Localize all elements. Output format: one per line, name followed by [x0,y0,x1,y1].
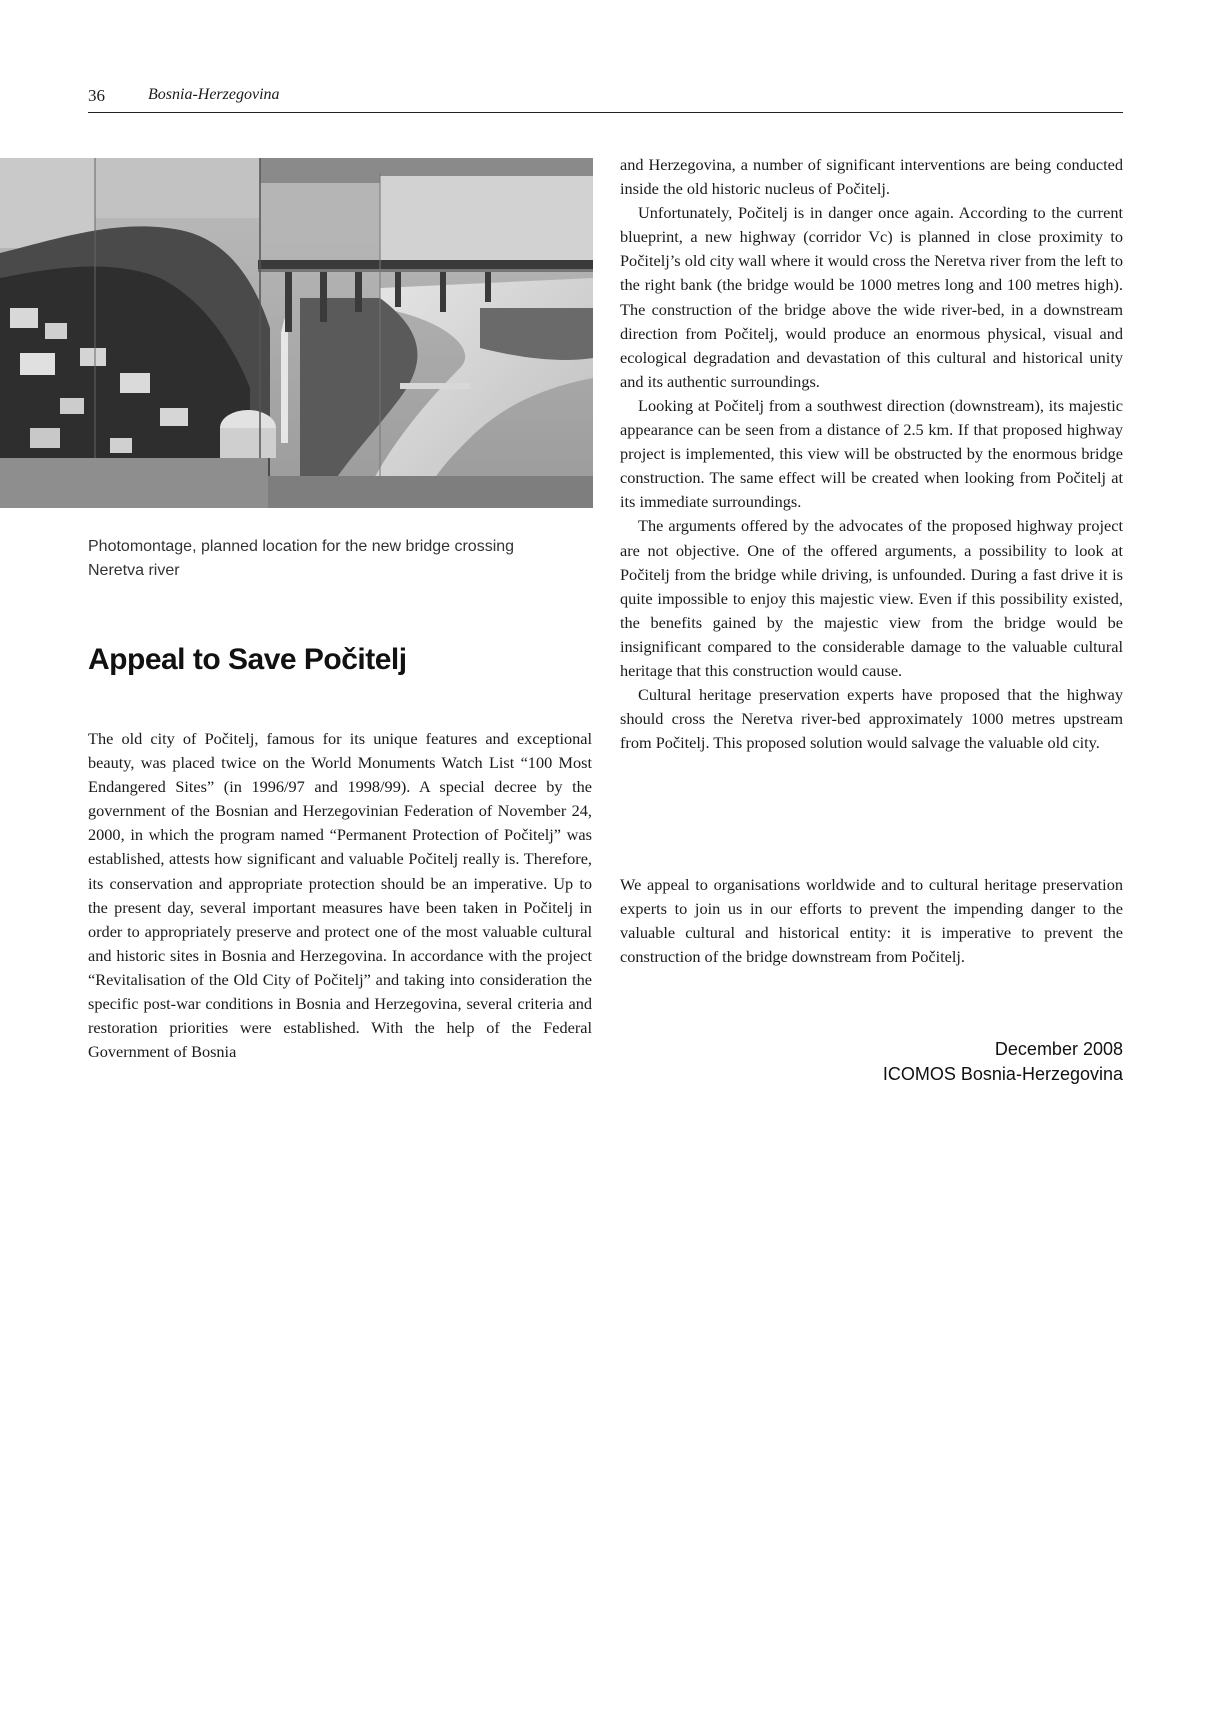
paragraph-arguments: The arguments offered by the advocates of the proposed highway project are not objective. One of the offered arguments, a possibility to look at Počitelj from the bridge while driving, is unfounded. During a fast drive it is quite impossible to enjoy this majestic view. Even if this possibility existed, the benefits gained by the majestic view from the bridge would be insignificant compared to the considerable damage to the valuable cultural heritage that this construction would cause. [620,516,1123,680]
left-column [88,727,592,1064]
paragraph-appeal: We appeal to organisations worldwide and to cultural heritage preservation experts to join us in our efforts to prevent the impending danger to the valuable cultural and historical entity: it is imperative to prevent the construction of the bridge downstream from Počitelj. [620,875,1123,967]
page-number: 36 [88,86,105,105]
right-column [620,153,1123,755]
article-title: Appeal to Save Počitelj [88,643,407,676]
paragraph-continuation: and Herzegovina, a number of significant interventions are being conducted inside the old historic nucleus of Počitelj. [620,155,1123,199]
paragraph-view: Looking at Počitelj from a southwest direction (downstream), its majestic appearance can be seen from a distance of 2.5 km. If that proposed highway project is implemented, this view will be obstructed by the enormous bridge construction. The same effect will be created when looking from Počitelj at its immediate surroundings. [620,395,1123,512]
photomontage-image [0,158,593,508]
signature-date: December 2008 [994,1039,1123,1059]
paragraph-intro: The old city of Počitelj, famous for its unique features and exceptional beauty, was placed twice on the World Monuments Watch List “100 Most Endangered Sites” (in 1996/97 and 1998/99). A special decree by the government of the Bosnian and Herzegovinian Federation of November 24, 2000, in which the program named “Permanent Protection of Počitelj” was established, attests how significant and valuable Počitelj really is. Therefore, its conservation and appropriate protection should be an imperative. Up to the present day, several important measures have been taken in Počitelj in order to appropriately preserve and protect one of the most valuable cultural and historic sites in Bosnia and Herzegovina. In accordance with the project “Revitalisation of the Old City of Počitelj” and taking into consideration the specific post-war conditions in Bosnia and Herzegovina, several criteria and restoration priorities were established. With the help of the Federal Government of Bosnia [88,729,592,1062]
paragraph-danger: Unfortunately, Počitelj is in danger once again. According to the current blueprint, a new highway (corridor Vc) is planned in close proximity to Počitelj’s old city wall where it would cross the Neretva river from the left to the right bank (the bridge would be 1000 metres long and 100 metres high). The construction of the bridge above the wide river-bed, in a downstream direction from Počitelj, would produce an enormous physical, visual and ecological degradation and devastation of this cultural and historical unity and its authentic surroundings. [620,203,1123,391]
paragraph-proposal: Cultural heritage preservation experts have proposed that the highway should cross the Neretva river-bed approximately 1000 metres upstream from Počitelj. This proposed solution would salvage the valuable old city. [620,685,1123,753]
signature-block [883,1037,1123,1087]
caption-line-1: Photomontage, planned location for the new bridge crossing [88,538,515,555]
figure-caption [88,535,568,583]
appeal-block [620,873,1123,969]
running-head: Bosnia-Herzegovina [148,86,280,103]
page-header [88,84,1123,113]
signature-organisation: ICOMOS Bosnia-Herzegovina [882,1064,1123,1084]
caption-line-2: Neretva river [88,562,180,579]
